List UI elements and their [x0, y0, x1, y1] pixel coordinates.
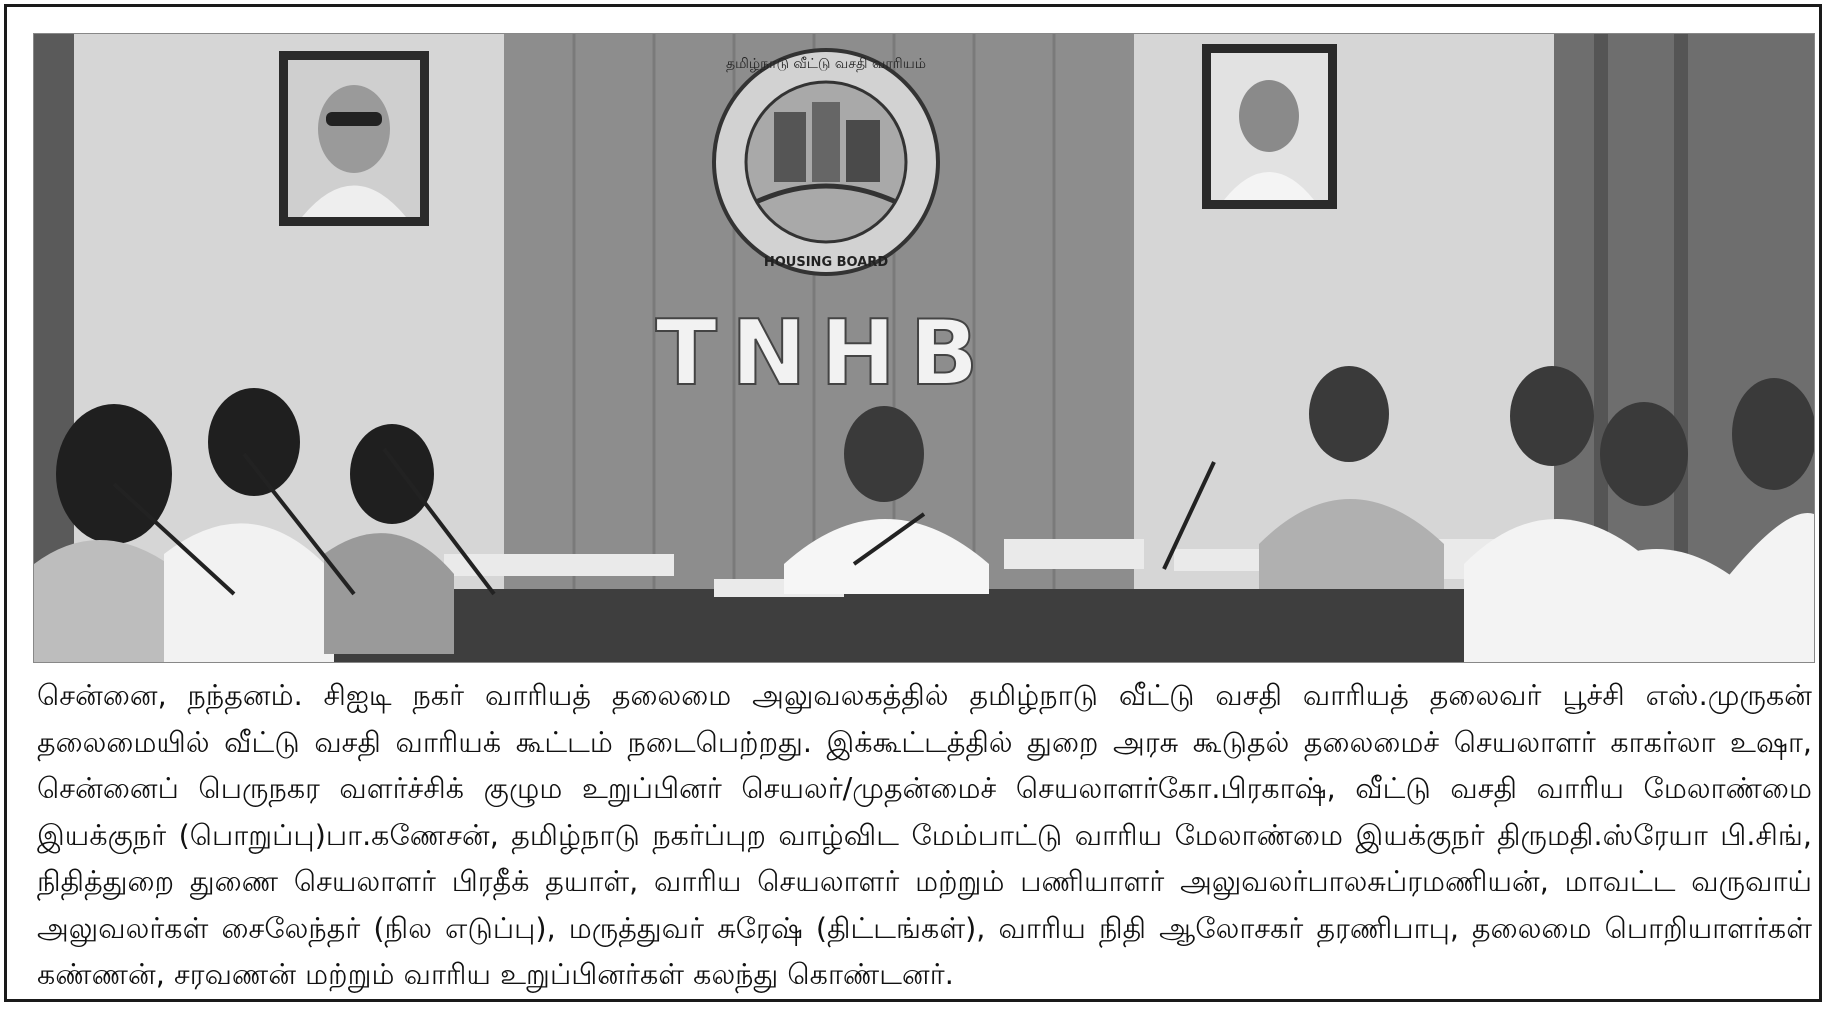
news-clipping-frame [4, 4, 1822, 1002]
meeting-photo-illustration [34, 34, 1814, 662]
meeting-photo [33, 33, 1815, 663]
photo-caption: சென்னை, நந்தனம். சிஐடி நகர் வாரியத் தலைமை அலுவலகத்தில் தமிழ்நாடு வீட்டு வசதி வாரியத் தலைவர் பூச்சி எஸ்.முருகன் தலைமையில் வீட்டு வசதி வாரியக் கூட்டம் நடைபெற்றது. இக்கூட்டத்தில் துறை அரசு கூடுதல் தலைமைச் செயலாளர் காகர்லா உஷா, சென்னைப் பெருநகர வளர்ச்சிக் குழும உறுப்பினர் செயலர்/முதன்மைச் செயலாளர்கோ.பிரகாஷ், வீட்டு வசதி வாரிய மேலாண்மை இயக்குநர் (பொறுப்பு)பா.கணேசன், தமிழ்நாடு நகர்ப்புற வாழ்விட மேம்பாட்டு வாரிய மேலாண்மை இயக்குநர் திருமதி.ஸ்ரேயா பி.சிங், நிதித்துறை துணை செயலாளர் பிரதீக் தயாள், வாரிய செயலாளர் மற்றும் பணியாளர் அலுவலர்பாலசுப்ரமணியன், மாவட்ட வருவாய் அலுவலர்கள் சைலேந்தர் (நில எடுப்பு), மருத்துவர் சுரேஷ் (திட்டங்கள்), வாரிய நிதி ஆலோசகர் தரணிபாபு, தலைமை பொறியாளர்கள் கண்ணன், சரவணன் மற்றும் வாரிய உறுப்பினர்கள் கலந்து கொண்டனர். [37, 678, 1812, 991]
right-portrait [1202, 44, 1337, 209]
left-portrait [279, 51, 429, 226]
emblem-text: தமிழ்நாடு வீட்டு வசதி வாரியம் [725, 56, 927, 72]
tnhb-emblem [714, 50, 938, 274]
board-name-sign: TNHB [655, 301, 993, 406]
emblem-english-text: HOUSING BOARD [763, 255, 889, 270]
